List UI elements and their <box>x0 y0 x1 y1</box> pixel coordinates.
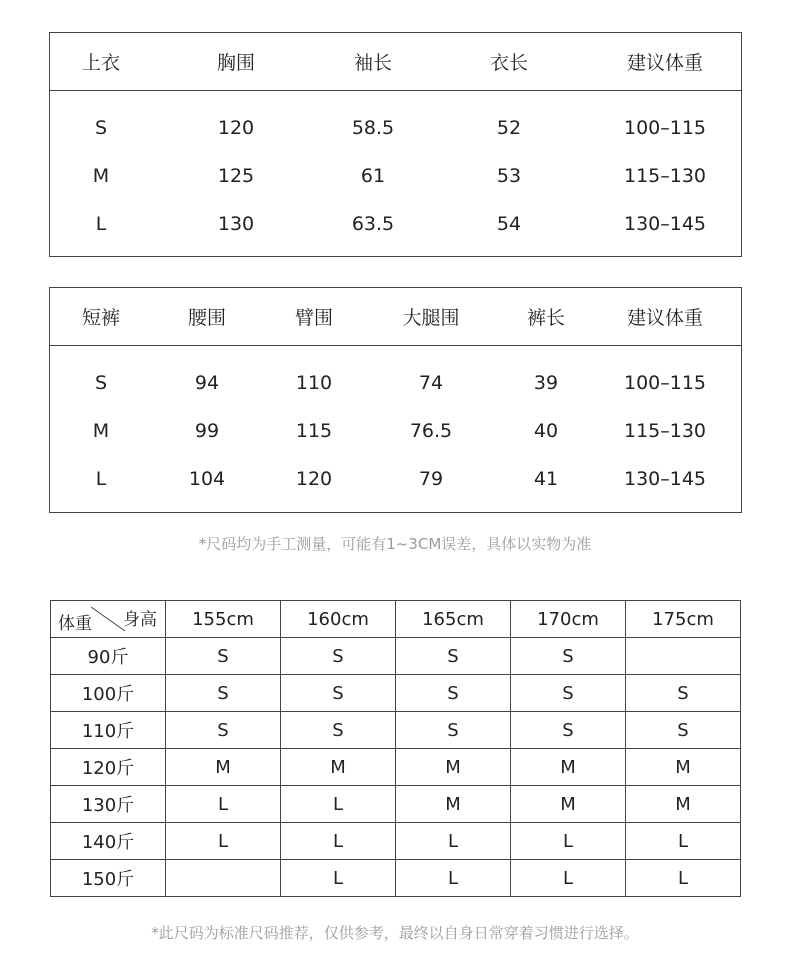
size-cell: L <box>396 860 511 897</box>
tops-cell: 120 <box>217 117 255 139</box>
size-cell: L <box>626 860 741 897</box>
size-cell: M <box>511 786 626 823</box>
weight-row <box>51 675 741 712</box>
tops-header-cell: 建议体重 <box>626 52 704 74</box>
shorts-header-cell: 大腿围 <box>402 307 460 329</box>
size-cell: S <box>166 712 281 749</box>
shorts-header-cell: 短裤 <box>81 307 121 329</box>
size-cell: S <box>166 675 281 712</box>
tops-header-row <box>50 33 741 91</box>
size-cell: L <box>281 786 396 823</box>
tops-cell: 58.5 <box>351 117 395 139</box>
size-cell: L <box>166 786 281 823</box>
tops-cell: 52 <box>496 117 522 139</box>
shorts-size-table <box>49 287 742 513</box>
size-cell: M <box>626 786 741 823</box>
size-cell: L <box>511 860 626 897</box>
size-cell: L <box>166 823 281 860</box>
size-cell: L <box>396 823 511 860</box>
tops-cell: 63.5 <box>351 213 395 235</box>
shorts-cell: 110 <box>295 372 333 394</box>
size-cell <box>626 638 741 675</box>
shorts-cell: 130–145 <box>623 468 707 490</box>
weight-label: 100斤 <box>51 675 166 712</box>
weight-row <box>51 823 741 860</box>
size-cell: M <box>626 749 741 786</box>
corner-weight-label: 体重 <box>58 614 92 634</box>
tops-header-cell: 衣长 <box>489 52 529 74</box>
tops-cell: L <box>95 213 107 235</box>
shorts-cell: 115 <box>295 420 333 442</box>
size-cell: S <box>396 712 511 749</box>
height-header-cell: 175cm <box>626 601 741 638</box>
size-cell: S <box>511 675 626 712</box>
size-cell: S <box>511 712 626 749</box>
shorts-cell: 115–130 <box>623 420 707 442</box>
shorts-cell: 40 <box>533 420 559 442</box>
shorts-cell: S <box>94 372 108 394</box>
corner-height-label: 身高 <box>123 610 157 630</box>
recommendation-note: *此尺码为标准尺码推荐，仅供参考，最终以自身日常穿着习惯进行选择。 <box>151 924 639 942</box>
tops-header-cell: 胸围 <box>216 52 256 74</box>
shorts-cell: 39 <box>533 372 559 394</box>
size-cell: S <box>511 638 626 675</box>
weight-label: 90斤 <box>51 638 166 675</box>
shorts-header-cell: 裤长 <box>526 307 566 329</box>
weight-label: 150斤 <box>51 860 166 897</box>
size-cell: M <box>166 749 281 786</box>
shorts-cell: 41 <box>533 468 559 490</box>
tops-cell: 125 <box>217 165 255 187</box>
weight-label: 130斤 <box>51 786 166 823</box>
shorts-cell: 94 <box>194 372 220 394</box>
shorts-cell: L <box>95 468 107 490</box>
tops-cell: 130–145 <box>623 213 707 235</box>
shorts-cell: 74 <box>418 372 444 394</box>
shorts-header-row <box>50 288 741 346</box>
size-cell: M <box>396 749 511 786</box>
size-cell: L <box>511 823 626 860</box>
measurement-note: *尺码均为手工测量，可能有1~3CM误差，具体以实物为准 <box>198 535 592 553</box>
size-cell: S <box>281 675 396 712</box>
shorts-cell: 104 <box>188 468 226 490</box>
shorts-header-cell: 建议体重 <box>626 307 704 329</box>
size-cell: M <box>396 786 511 823</box>
height-header-row <box>51 601 741 638</box>
size-cell: S <box>626 675 741 712</box>
size-cell: L <box>626 823 741 860</box>
weight-row <box>51 786 741 823</box>
height-weight-table <box>50 600 741 897</box>
height-header-cell: 165cm <box>396 601 511 638</box>
size-cell: S <box>281 638 396 675</box>
shorts-cell: 100–115 <box>623 372 707 394</box>
shorts-cell: M <box>92 420 110 442</box>
height-header-cell: 155cm <box>166 601 281 638</box>
shorts-cell: 99 <box>194 420 220 442</box>
tops-header-cell: 袖长 <box>353 52 393 74</box>
height-header-cell: 170cm <box>511 601 626 638</box>
size-cell: L <box>281 860 396 897</box>
weight-row <box>51 638 741 675</box>
shorts-header-cell: 臂围 <box>294 307 334 329</box>
tops-cell: 115–130 <box>623 165 707 187</box>
size-cell: S <box>626 712 741 749</box>
size-cell: S <box>281 712 396 749</box>
corner-cell <box>51 601 166 638</box>
tops-size-table <box>49 32 742 257</box>
height-header-cell: 160cm <box>281 601 396 638</box>
tops-cell: 54 <box>496 213 522 235</box>
tops-header-cell: 上衣 <box>81 52 121 74</box>
shorts-cell: 76.5 <box>409 420 453 442</box>
weight-row <box>51 712 741 749</box>
shorts-header-cell: 腰围 <box>187 307 227 329</box>
weight-label: 110斤 <box>51 712 166 749</box>
size-cell: M <box>511 749 626 786</box>
size-cell <box>166 860 281 897</box>
weight-label: 140斤 <box>51 823 166 860</box>
size-cell: S <box>396 675 511 712</box>
tops-cell: M <box>92 165 110 187</box>
shorts-cell: 79 <box>418 468 444 490</box>
size-cell: S <box>166 638 281 675</box>
tops-cell: 100–115 <box>623 117 707 139</box>
size-cell: S <box>396 638 511 675</box>
weight-row <box>51 749 741 786</box>
weight-label: 120斤 <box>51 749 166 786</box>
size-cell: L <box>281 823 396 860</box>
tops-cell: 130 <box>217 213 255 235</box>
tops-cell: 61 <box>360 165 386 187</box>
weight-row <box>51 860 741 897</box>
tops-cell: 53 <box>496 165 522 187</box>
shorts-cell: 120 <box>295 468 333 490</box>
tops-cell: S <box>94 117 108 139</box>
size-cell: M <box>281 749 396 786</box>
